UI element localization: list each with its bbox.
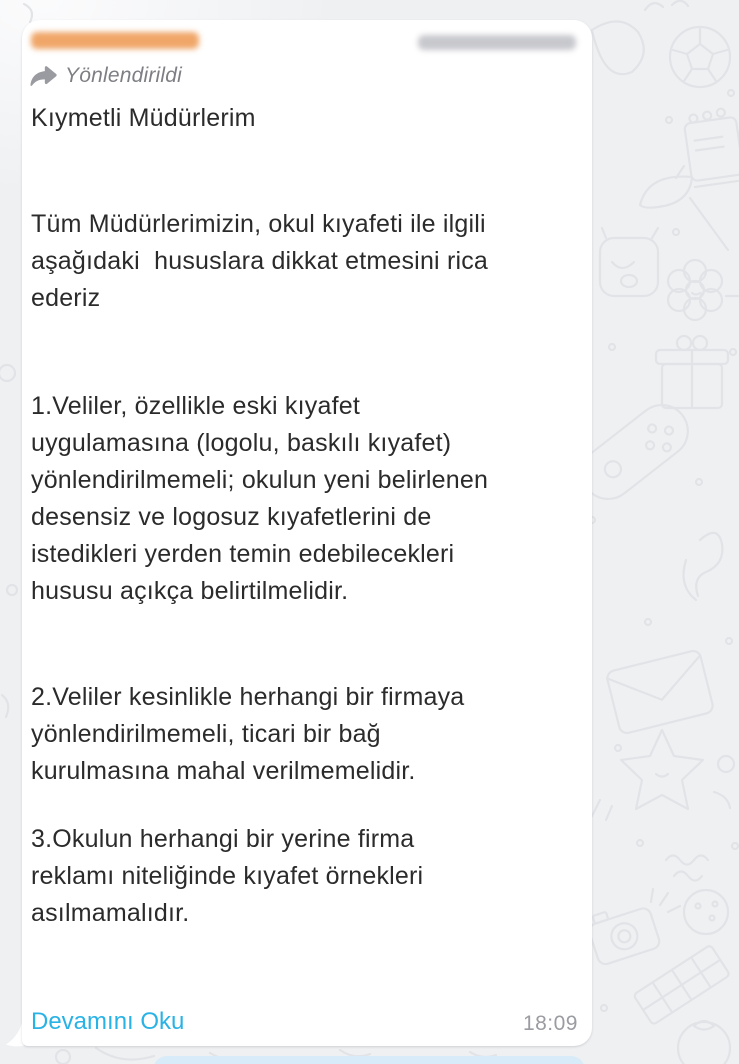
star-doodle: [592, 730, 734, 820]
cookie-doodle: [684, 890, 728, 934]
mask-doodle: [600, 228, 658, 296]
chocolate-bar-doodle: [633, 945, 730, 1025]
sender-name-redacted[interactable]: [31, 32, 199, 49]
timestamp: 18:09: [522, 1012, 578, 1035]
gift-box-doodle: [656, 336, 728, 408]
bubble-tail: [4, 1007, 24, 1047]
message-paragraph-2: 1.Veliler, özellikle eski kıyafet uygulamasına (logolu, baskılı kıyafet) yönlendirilmemeli; okulun yeni belirlenen desensiz ve logosuz kıyafetlerini de istedikleri yerden temin edebilecekleri hususu açıkça belirtilmelidir.: [31, 392, 489, 605]
message-bubble[interactable]: [22, 20, 592, 1046]
tomato-doodle: [678, 1021, 730, 1064]
soccer-ball-doodle: [670, 27, 730, 87]
ribbon-doodle: [684, 533, 723, 600]
forwarded-row: [30, 64, 182, 88]
message-paragraph-3: 2.Veliler kesinlikle herhangi bir firmaya yönlendirilmemeli, ticari bir bağ kurulmasına mahal verilmemelidir.: [31, 683, 465, 785]
forward-arrow-icon: [30, 66, 57, 86]
envelope-doodle: [606, 649, 715, 734]
notebook-doodle: [683, 106, 739, 187]
message-heading: Kıymetli Müdürlerim: [31, 104, 256, 132]
forwarded-label: Yönlendirildi: [65, 64, 183, 87]
zigzag-doodle: [666, 856, 708, 881]
forward-author-redacted: [418, 35, 576, 50]
message-paragraph-4: 3.Okulun herhangi bir yerine firma reklamı niteliğinde kıyafet örnekleri asılmamalıdır.: [31, 825, 424, 927]
next-message-bubble-peek[interactable]: [153, 1056, 585, 1064]
flower-doodle: [668, 260, 738, 320]
message-paragraph-1: Tüm Müdürlerimizin, okul kıyafeti ile ilgili aşağıdaki hususlara dikkat etmesini rica ederiz: [31, 210, 489, 312]
camera-doodle: [585, 899, 661, 966]
read-more-link[interactable]: Devamını Oku: [31, 1008, 185, 1035]
